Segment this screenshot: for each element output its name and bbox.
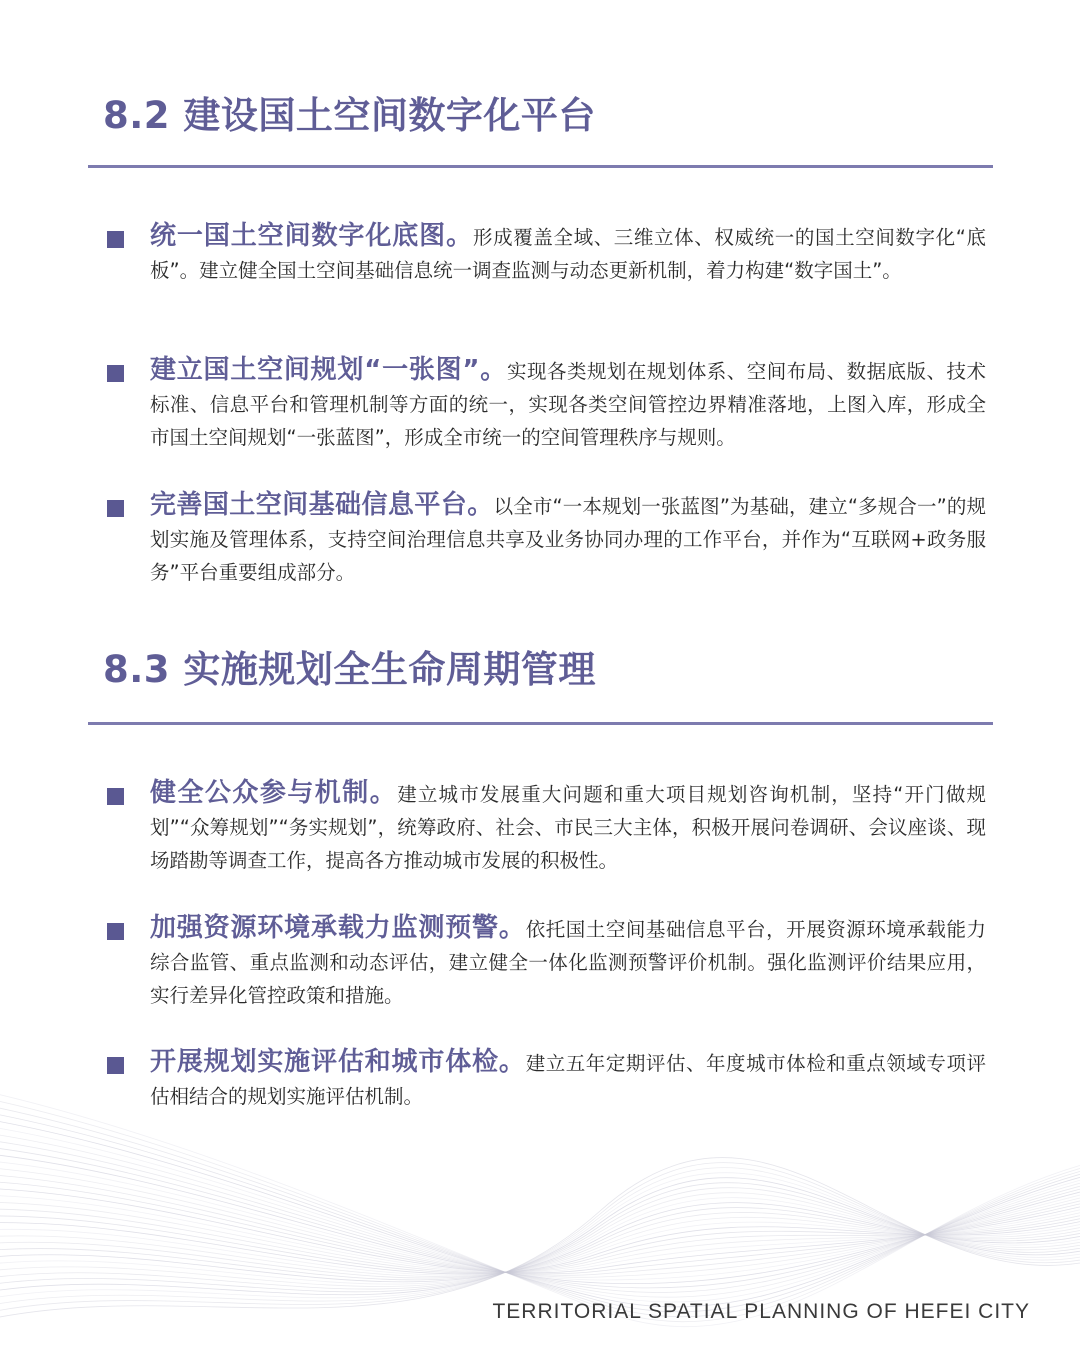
item-body: 依托国土空间基础信息平台，开展资源环境承载能力综合监管、重点监测和动态评估，建立健全一体化监测预警评价机制。强化监测评价结果应用，实行差异化管控政策和措施。 bbox=[150, 918, 986, 1007]
list-item bbox=[103, 220, 993, 287]
section-divider-8-2 bbox=[88, 165, 993, 168]
list-item bbox=[103, 1046, 993, 1113]
wave-line bbox=[0, 1158, 1080, 1321]
list-item bbox=[103, 912, 993, 1012]
list-item bbox=[103, 777, 993, 877]
square-bullet-icon bbox=[107, 365, 124, 382]
item-body: 建立城市发展重大问题和重大项目规划咨询机制，坚持“开门做规划”“众筹规划”“务实规划”，统筹政府、社会、市民三大主体，积极开展问卷调研、会议座谈、现场踏勘等调查工作，提高各方推动城市发展的积极性。 bbox=[150, 783, 987, 872]
wave-line bbox=[0, 1220, 1080, 1275]
item-heading: 加强资源环境承载力监测预警。 bbox=[150, 913, 526, 943]
item-heading: 完善国土空间基础信息平台。 bbox=[150, 490, 494, 520]
wave-line bbox=[0, 1097, 1080, 1322]
square-bullet-icon bbox=[107, 923, 124, 940]
item-heading: 建立国土空间规划“一张图”。 bbox=[150, 355, 508, 385]
item-heading: 开展规划实施评估和城市体检。 bbox=[150, 1047, 526, 1077]
item-body: 建立五年定期评估、年度城市体检和重点领域专项评估相结合的规划实施评估机制。 bbox=[150, 1052, 986, 1108]
wave-line bbox=[0, 1139, 1080, 1292]
section-title-8-2: 8.2 建设国土空间数字化平台 bbox=[103, 94, 596, 137]
item-heading: 统一国土空间数字化底图。 bbox=[150, 221, 473, 251]
list-item bbox=[103, 489, 993, 589]
item-body: 形成覆盖全域、三维立体、权威统一的国土空间数字化“底板”。建立健全国土空间基础信息统一调查监测与动态更新机制，着力构建“数字国土”。 bbox=[150, 226, 986, 282]
footer-caption: TERRITORIAL SPATIAL PLANNING OF HEFEI CITY bbox=[492, 1300, 1030, 1323]
square-bullet-icon bbox=[107, 500, 124, 517]
list-item bbox=[103, 354, 993, 454]
square-bullet-icon bbox=[107, 788, 124, 805]
item-body: 以全市“一本规划一张蓝图”为基础，建立“多规合一”的规划实施及管理体系，支持空间治理信息共享及业务协同办理的工作平台，并作为“互联网+政务服务”平台重要组成部分。 bbox=[150, 495, 986, 584]
section-title-8-3: 8.3 实施规划全生命周期管理 bbox=[103, 648, 596, 691]
item-body: 实现各类规划在规划体系、空间布局、数据底版、技术标准、信息平台和管理机制等方面的统一，实现各类空间管控边界精准落地，上图入库，形成全市国土空间规划“一张蓝图”，形成全市统一的空间管理秩序与规则。 bbox=[150, 360, 986, 449]
item-heading: 健全公众参与机制。 bbox=[150, 778, 398, 808]
section-divider-8-3 bbox=[88, 722, 993, 725]
square-bullet-icon bbox=[107, 1057, 124, 1074]
square-bullet-icon bbox=[107, 231, 124, 248]
